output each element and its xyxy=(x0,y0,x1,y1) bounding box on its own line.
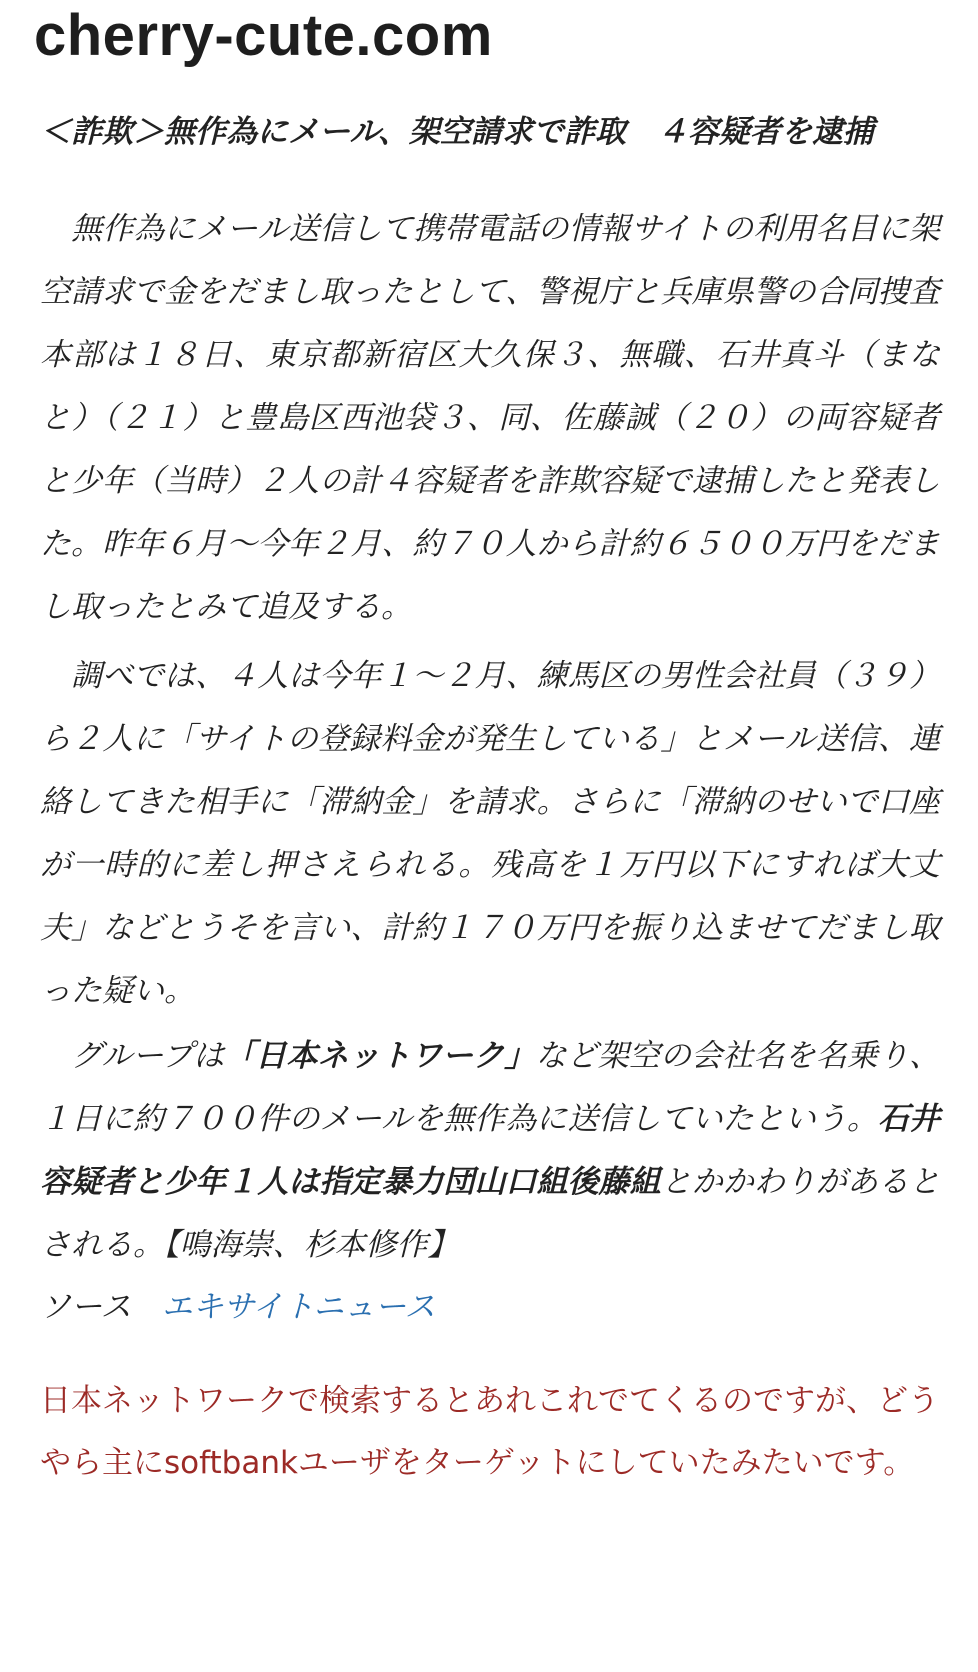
source-label: ソース xyxy=(40,1289,132,1325)
source-line xyxy=(40,1285,940,1329)
article-paragraph-2 xyxy=(40,645,940,1023)
company-name-emphasis: 「日本ネットワーク」 xyxy=(224,1038,536,1074)
paragraph-3-text-a: グループは xyxy=(71,1038,225,1074)
gang-affiliation-emphasis: 石井容疑者と少年１人は指定暴力団山口組後藤組 xyxy=(40,1101,940,1200)
site-title[interactable]: cherry-cute.com xyxy=(34,3,493,68)
paragraph-3-text-b: など架空の会社名を名乗り、１日に約７００件のメールを無作為に送信していたという。 xyxy=(40,1038,941,1137)
paragraph-2-text: 調べでは、４人は今年１〜２月、練馬区の男性会社員（３９）ら２人に「サイトの登録料金が発生している」とメール送信、連絡してきた相手に「滞納金」を請求。さらに「滞納のせいで口座が一時的に差し押さえられる。残高を１万円以下にすれば大丈夫」などとうそを言い、計約１７０万円を振り込ませてだまし取った疑い。 xyxy=(40,658,940,1009)
article xyxy=(40,110,941,1481)
article-headline: ＜詐欺＞無作為にメール、架空請求で詐取 ４容疑者を逮捕 xyxy=(40,114,874,150)
article-paragraph-3 xyxy=(40,1025,940,1277)
source-link[interactable]: エキサイトニュース xyxy=(161,1289,436,1325)
paragraph-3-text-c: とかかわりがあるとされる。【鳴海崇、杉本修作】 xyxy=(40,1164,941,1263)
paragraph-1-text: 無作為にメール送信して携帯電話の情報サイトの利用名目に架空請求で金をだまし取ったとして、警視庁と兵庫県警の合同捜査本部は１８日、東京都新宿区大久保３、無職、石井真斗（まなと）（２１）と豊島区西池袋３、同、佐藤誠（２０）の両容疑者と少年（当時）２人の計４容疑者を詐欺容疑で逮捕したと発表した。昨年６月〜今年２月、約７０人から計約６５００万円をだまし取ったとみて追及する。 xyxy=(40,211,940,625)
blogger-comment: 日本ネットワークで検索するとあれこれでてくるのですが、どうやら主にsoftbankユーザをターゲットにしていたみたいです。 xyxy=(40,1383,939,1481)
article-paragraph-1 xyxy=(40,198,940,639)
